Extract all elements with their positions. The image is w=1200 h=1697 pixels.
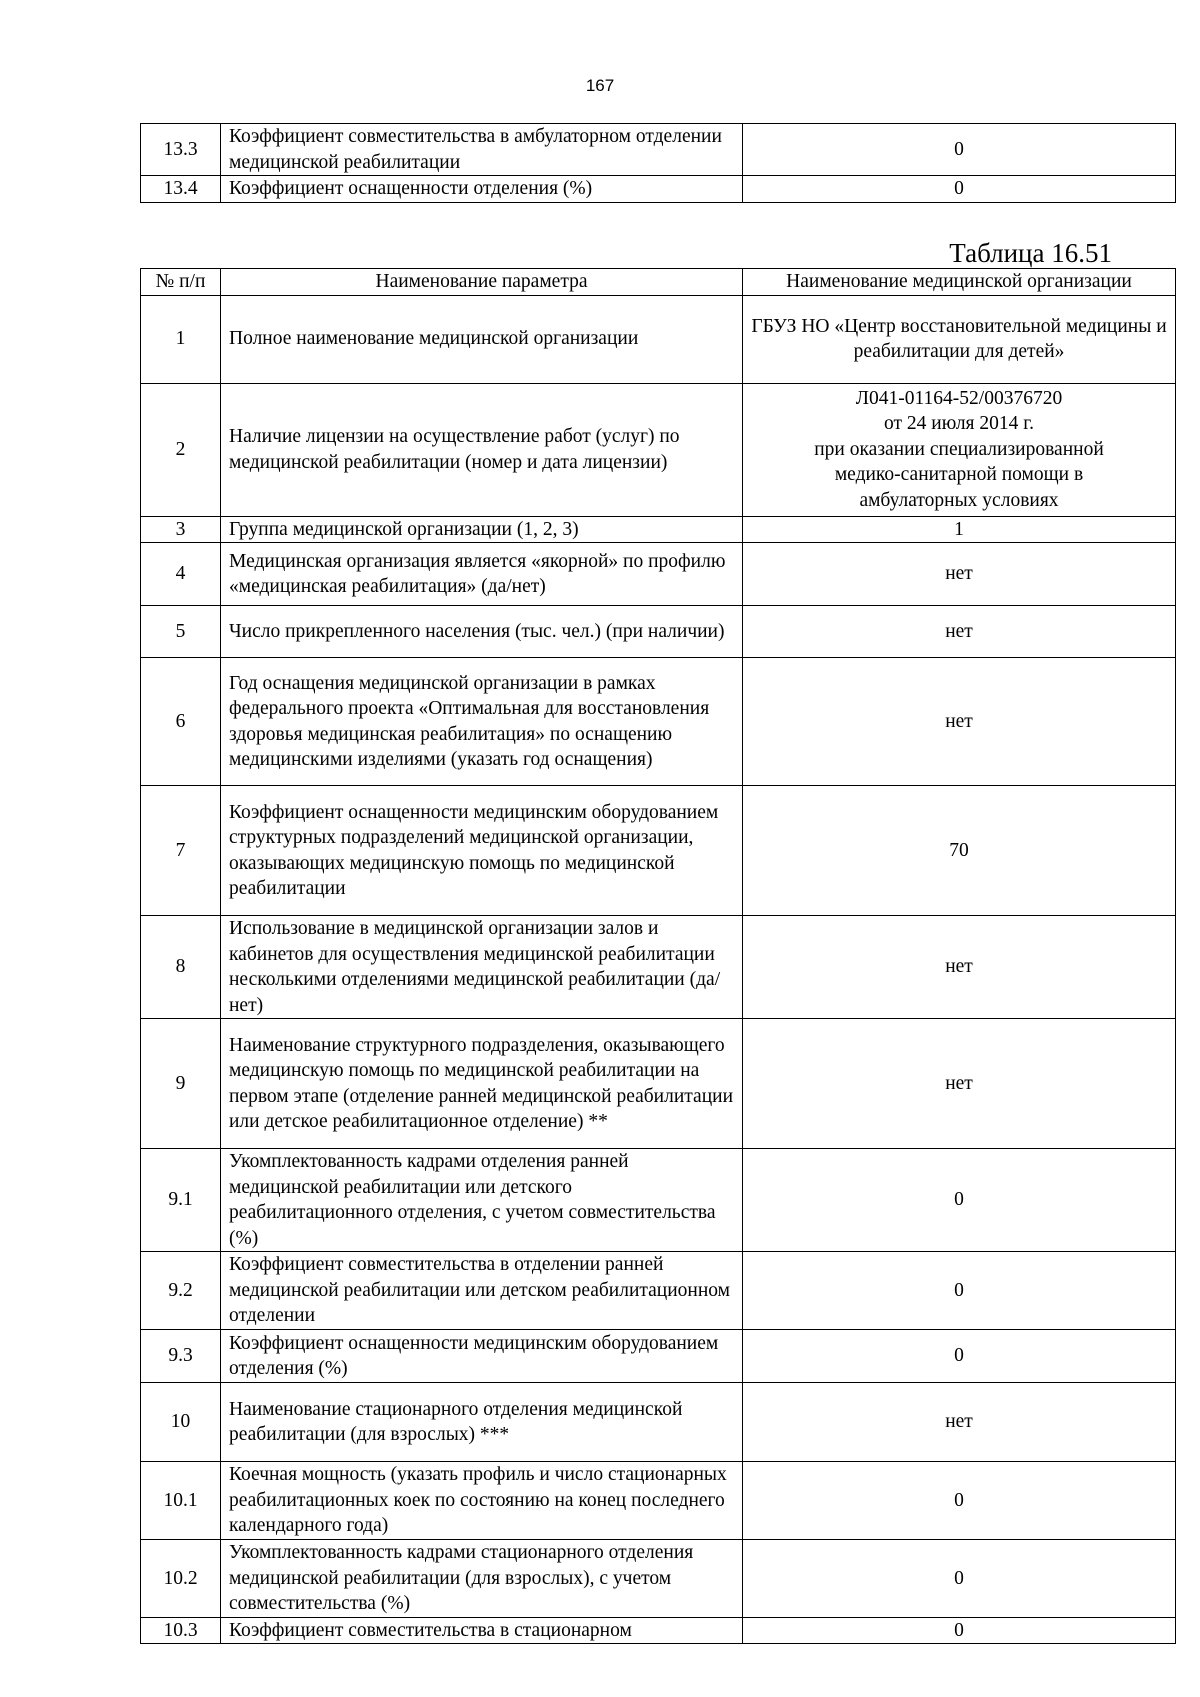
row-number: 9.2 xyxy=(141,1252,221,1330)
parameter-name: Укомплектованность кадрами стационарного отделения медицинской реабилитации (для взрослых), с учетом совместительства (%) xyxy=(221,1540,743,1618)
row-number: 3 xyxy=(141,516,221,543)
table-row xyxy=(141,176,1176,203)
parameter-value: нет xyxy=(743,658,1176,786)
parameter-value: 1 xyxy=(743,516,1176,543)
parameter-value: 0 xyxy=(743,176,1176,203)
row-number: 10.2 xyxy=(141,1540,221,1618)
header-parameter: Наименование параметра xyxy=(221,269,743,296)
parameter-name: Наименование структурного подразделения, оказывающего медицинскую помощь по медицинской реабилитации на первом этапе (отделение ранней медицинской реабилитации или детское реабилитационное отделение) ** xyxy=(221,1019,743,1149)
table-row xyxy=(141,1019,1176,1149)
parameter-value: 0 xyxy=(743,1540,1176,1618)
parameter-value: 0 xyxy=(743,1149,1176,1252)
parameter-name: Укомплектованность кадрами отделения ранней медицинской реабилитации или детского реабилитационного отделения, с учетом совместительства (%) xyxy=(221,1149,743,1252)
parameter-value: 0 xyxy=(743,124,1176,176)
license-date: от 24 июля 2014 г. xyxy=(884,413,1034,435)
license-scope-line: при оказании специализированной xyxy=(814,438,1104,460)
parameter-value: нет xyxy=(743,543,1176,606)
table-row xyxy=(141,658,1176,786)
row-number: 7 xyxy=(141,786,221,916)
row-number: 10 xyxy=(141,1383,221,1462)
parameter-name: Коэффициент оснащенности медицинским оборудованием структурных подразделений медицинской организации, оказывающих медицинскую помощь по медицинской реабилитации xyxy=(221,786,743,916)
table-row xyxy=(141,383,1176,516)
parameters-table xyxy=(140,268,1176,1644)
parameter-name: Коечная мощность (указать профиль и число стационарных реабилитационных коек по состоянию на конец последнего календарного года) xyxy=(221,1462,743,1540)
row-number: 10.3 xyxy=(141,1617,221,1644)
license-scope-line: амбулаторных условиях xyxy=(859,489,1059,511)
table-row xyxy=(141,1617,1176,1644)
parameter-name: Медицинская организация является «якорной» по профилю «медицинская реабилитация» (да/нет) xyxy=(221,543,743,606)
row-number: 4 xyxy=(141,543,221,606)
row-number: 9 xyxy=(141,1019,221,1149)
parameter-name: Группа медицинской организации (1, 2, 3) xyxy=(221,516,743,543)
table-row xyxy=(141,1330,1176,1383)
row-number: 1 xyxy=(141,295,221,383)
row-number: 9.1 xyxy=(141,1149,221,1252)
parameter-value: 0 xyxy=(743,1462,1176,1540)
table-row xyxy=(141,786,1176,916)
parameter-value: нет xyxy=(743,1383,1176,1462)
header-organization: Наименование медицинской организации xyxy=(743,269,1176,296)
table-row xyxy=(141,1540,1176,1618)
parameter-name: Использование в медицинской организации залов и кабинетов для осуществления медицинской реабилитации несколькими отделениями медицинской реабилитации (да/нет) xyxy=(221,916,743,1019)
table-row xyxy=(141,516,1176,543)
row-number: 10.1 xyxy=(141,1462,221,1540)
parameter-name: Коэффициент оснащенности медицинским оборудованием отделения (%) xyxy=(221,1330,743,1383)
table-row xyxy=(141,1383,1176,1462)
parameter-name: Полное наименование медицинской организации xyxy=(221,295,743,383)
row-number: 5 xyxy=(141,606,221,658)
row-number: 13.4 xyxy=(141,176,221,203)
row-number: 9.3 xyxy=(141,1330,221,1383)
table-row xyxy=(141,916,1176,1019)
parameter-value: нет xyxy=(743,606,1176,658)
parameter-value xyxy=(743,383,1176,516)
table-row xyxy=(141,1462,1176,1540)
parameter-value: 70 xyxy=(743,786,1176,916)
row-number: 2 xyxy=(141,383,221,516)
table-row xyxy=(141,606,1176,658)
table-row xyxy=(141,543,1176,606)
row-number: 8 xyxy=(141,916,221,1019)
table-row xyxy=(141,1149,1176,1252)
parameter-name: Год оснащения медицинской организации в рамках федерального проекта «Оптимальная для восстановления здоровья медицинская реабилитация» по оснащению медицинскими изделиями (указать год оснащения) xyxy=(221,658,743,786)
parameter-name: Коэффициент совместительства в стационарном xyxy=(221,1617,743,1644)
parameter-name: Коэффициент совместительства в амбулаторном отделении медицинской реабилитации xyxy=(221,124,743,176)
parameter-name: Наименование стационарного отделения медицинской реабилитации (для взрослых) *** xyxy=(221,1383,743,1462)
parameter-value: нет xyxy=(743,916,1176,1019)
row-number: 13.3 xyxy=(141,124,221,176)
parameter-value: 0 xyxy=(743,1617,1176,1644)
table-row xyxy=(141,1252,1176,1330)
header-number: № п/п xyxy=(141,269,221,296)
table-header-row xyxy=(141,269,1176,296)
parameter-value: нет xyxy=(743,1019,1176,1149)
parameter-value: ГБУЗ НО «Центр восстановительной медицины и реабилитации для детей» xyxy=(743,295,1176,383)
parameter-name: Наличие лицензии на осуществление работ (услуг) по медицинской реабилитации (номер и дата лицензии) xyxy=(221,383,743,516)
parameter-name: Число прикрепленного населения (тыс. чел.) (при наличии) xyxy=(221,606,743,658)
license-number: Л041-01164-52/00376720 xyxy=(855,387,1063,409)
parameter-name: Коэффициент совместительства в отделении ранней медицинской реабилитации или детском реабилитационном отделении xyxy=(221,1252,743,1330)
table-row xyxy=(141,124,1176,176)
license-scope-line: медико-санитарной помощи в xyxy=(834,464,1084,486)
parameter-name: Коэффициент оснащенности отделения (%) xyxy=(221,176,743,203)
table-row xyxy=(141,295,1176,383)
table-caption: Таблица 16.51 xyxy=(949,238,1112,268)
row-number: 6 xyxy=(141,658,221,786)
page-number: 167 xyxy=(585,76,615,95)
parameter-value: 0 xyxy=(743,1252,1176,1330)
continued-table xyxy=(140,123,1176,203)
parameter-value: 0 xyxy=(743,1330,1176,1383)
